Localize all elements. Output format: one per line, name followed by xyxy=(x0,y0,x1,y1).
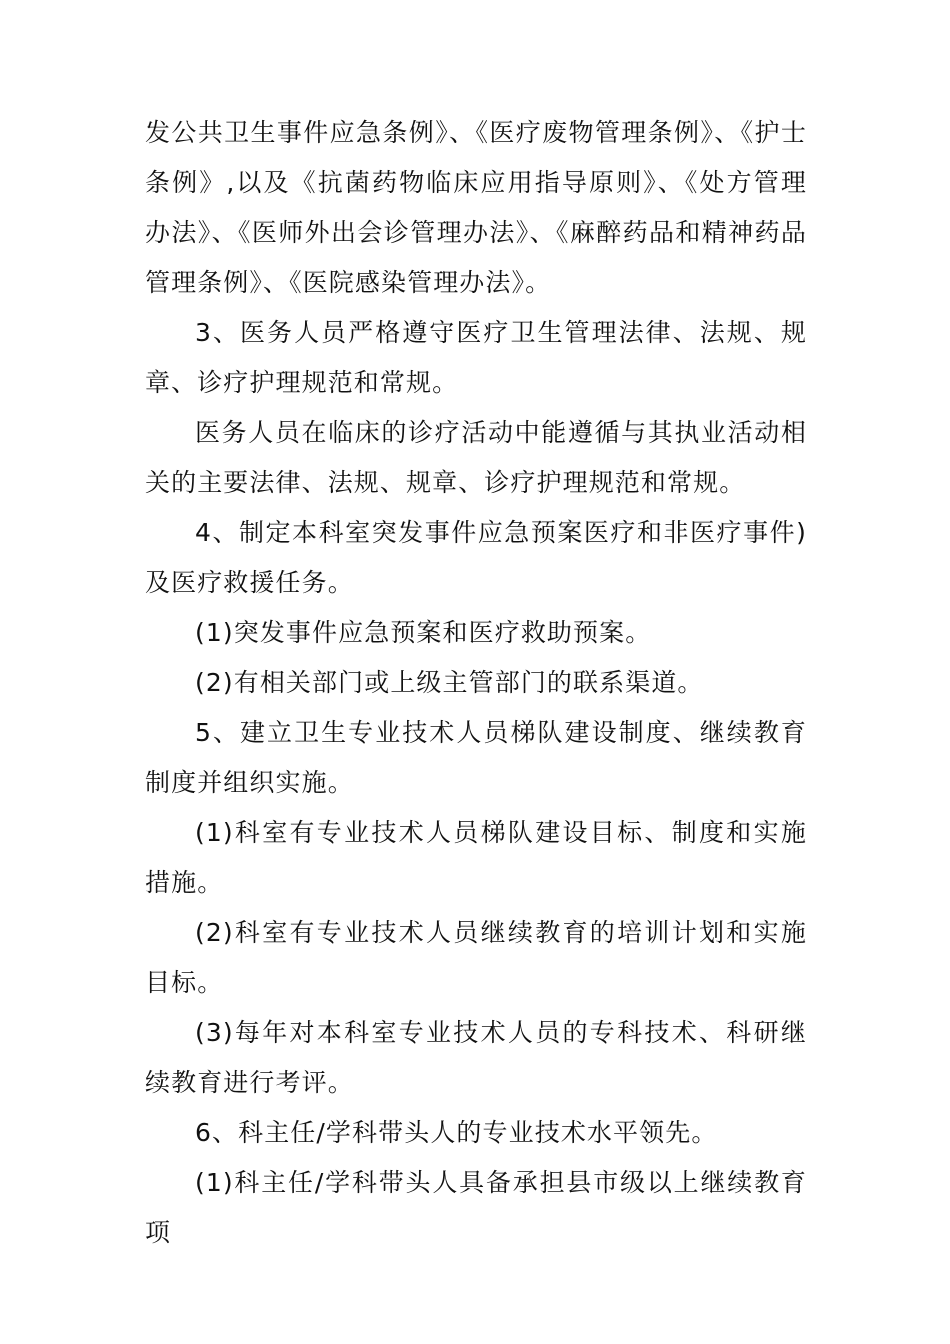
paragraph-item-3-detail: 医务人员在临床的诊疗活动中能遵循与其执业活动相关的主要法律、法规、规章、诊疗护理规范和常规。 xyxy=(145,418,807,497)
paragraph-item-4-sub-2: (2)有相关部门或上级主管部门的联系渠道。 xyxy=(195,668,704,697)
paragraph-item-4: 4、制定本科室突发事件应急预案医疗和非医疗事件)及医疗救援任务。 xyxy=(145,518,807,597)
paragraph-item-3: 3、医务人员严格遵守医疗卫生管理法律、法规、规章、诊疗护理规范和常规。 xyxy=(145,318,807,397)
paragraph-item-5-sub-3: (3)每年对本科室专业技术人员的专科技术、科研继续教育进行考评。 xyxy=(145,1018,807,1097)
paragraph-regulations-list: 发公共卫生事件应急条例》、《医疗废物管理条例》、《护士条例》,以及《抗菌药物临床应用指导原则》、《处方管理办法》、《医师外出会诊管理办法》、《麻醉药品和精神药品管理条例》、《医院感染管理办法》。 xyxy=(145,118,807,297)
paragraph-item-6-sub-1: (1)科主任/学科带头人具备承担县市级以上继续教育项 xyxy=(145,1168,807,1247)
document-body xyxy=(145,108,807,1258)
paragraph-item-6: 6、科主任/学科带头人的专业技术水平领先。 xyxy=(195,1118,718,1147)
paragraph-item-5-sub-2: (2)科室有专业技术人员继续教育的培训计划和实施目标。 xyxy=(145,918,807,997)
paragraph-item-5-sub-1: (1)科室有专业技术人员梯队建设目标、制度和实施措施。 xyxy=(145,818,807,897)
paragraph-item-5: 5、建立卫生专业技术人员梯队建设制度、继续教育制度并组织实施。 xyxy=(145,718,807,797)
paragraph-item-4-sub-1: (1)突发事件应急预案和医疗救助预案。 xyxy=(195,618,652,647)
